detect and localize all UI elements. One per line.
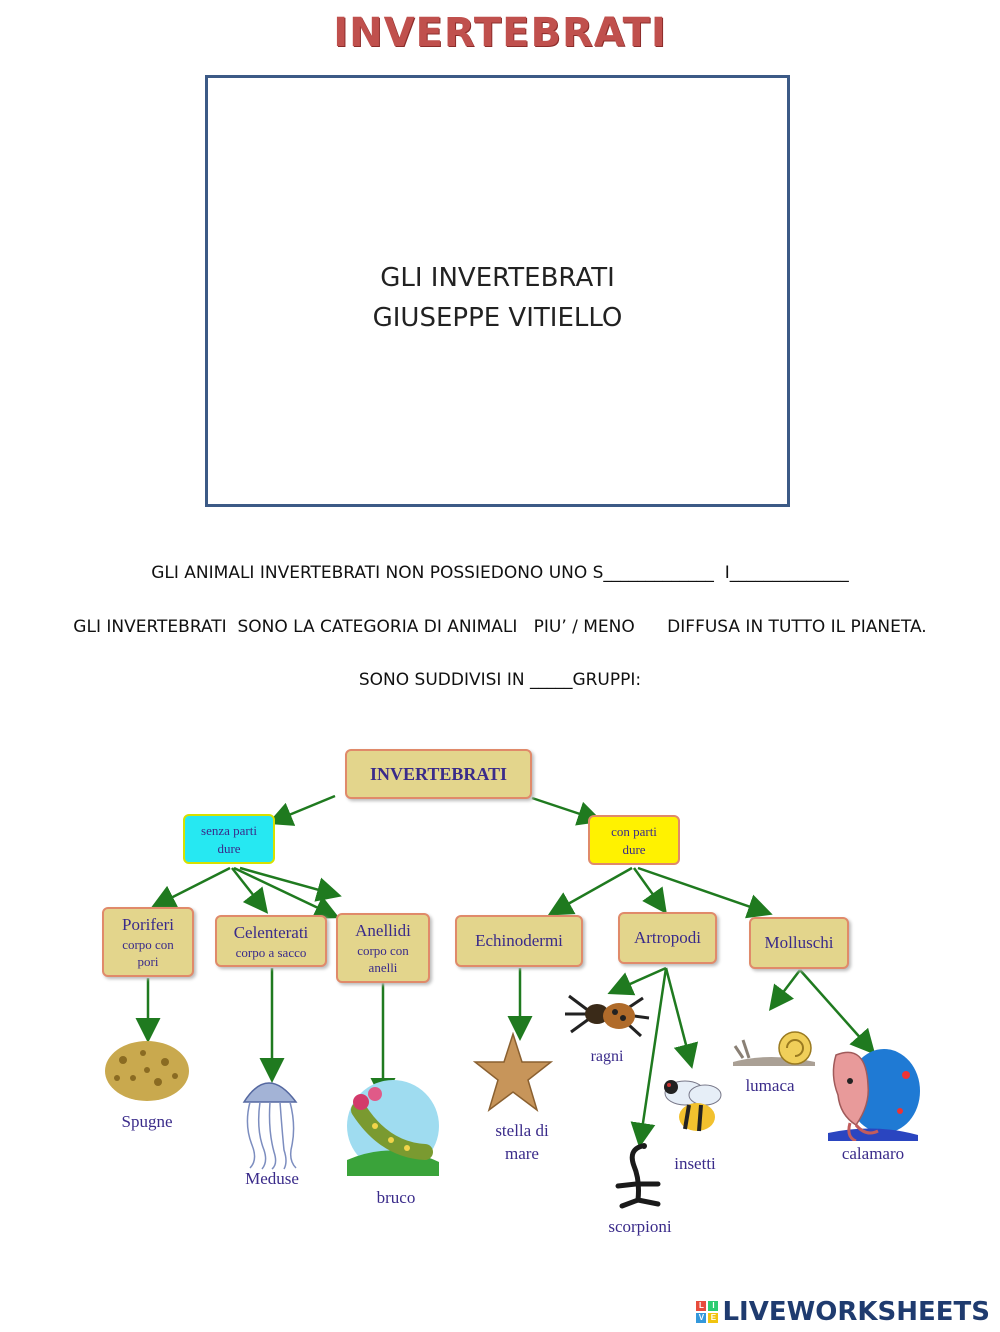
worksheet-title: INVERTEBRATI — [333, 10, 667, 56]
poriferi-sub1: corpo con — [122, 937, 174, 952]
anellidi-sub1: corpo con — [357, 943, 409, 958]
question-1: GLI ANIMALI INVERTEBRATI NON POSSIEDONO UNO S_____________ I______________ — [151, 563, 849, 583]
cover-author: GIUSEPPE VITIELLO — [372, 303, 623, 333]
label-spugne: Spugne — [121, 1112, 173, 1131]
label-ragni: ragni — [590, 1048, 624, 1065]
map-node-celenterati — [215, 915, 327, 967]
map-node-hard-body — [588, 815, 680, 865]
poriferi-sub2: pori — [137, 954, 159, 969]
map-node-soft-body — [183, 814, 275, 864]
spider-image — [563, 988, 651, 1040]
label-stella-line1: stella di — [495, 1121, 549, 1140]
bee-image — [655, 1073, 731, 1149]
question-3: SONO SUDDIVISI IN _____GRUPPI: — [358, 670, 642, 690]
logo-block-l: L — [696, 1301, 706, 1311]
logo-block-e: E — [708, 1313, 718, 1323]
label-stella-di-mare — [480, 1119, 564, 1165]
hard-body-line2: dure — [622, 842, 646, 857]
map-node-molluschi: Molluschi — [749, 917, 849, 969]
soft-body-line1: senza parti — [201, 823, 257, 838]
map-root-invertebrati: INVERTEBRATI — [345, 749, 532, 799]
label-stella-line2: mare — [505, 1144, 539, 1163]
celenterati-name: Celenterati — [233, 923, 309, 942]
concept-map-arrows — [0, 740, 1000, 1300]
map-node-artropodi: Artropodi — [618, 912, 717, 964]
hard-body-line1: con parti — [611, 824, 657, 839]
label-bruco: bruco — [376, 1188, 416, 1207]
poriferi-name: Poriferi — [122, 915, 174, 934]
question-2: GLI INVERTEBRATI SONO LA CATEGORIA DI ANIMALI PIU’ / MENO DIFFUSA IN TUTTO IL PIANETA. — [73, 617, 927, 637]
liveworksheets-logo — [696, 1295, 990, 1329]
label-calamaro: calamaro — [841, 1144, 905, 1163]
caterpillar-image — [345, 1080, 440, 1176]
anellidi-name: Anellidi — [355, 921, 411, 940]
label-scorpioni: scorpioni — [608, 1217, 672, 1236]
scorpion-image — [608, 1140, 668, 1210]
cover-box — [205, 75, 790, 507]
jellyfish-image — [238, 1070, 304, 1170]
logo-block-v: V — [696, 1313, 706, 1323]
label-meduse: Meduse — [245, 1169, 299, 1188]
snail-image — [729, 1020, 819, 1068]
logo-text: LIVEWORKSHEETS — [722, 1297, 990, 1327]
celenterati-sub1: corpo a sacco — [235, 945, 307, 960]
cover-title: GLI INVERTEBRATI — [380, 263, 615, 293]
label-lumaca: lumaca — [745, 1076, 795, 1095]
map-node-anellidi — [336, 913, 430, 983]
map-node-poriferi — [102, 907, 194, 977]
logo-blocks — [696, 1301, 718, 1323]
cover-text — [208, 258, 787, 338]
soft-body-line2: dure — [217, 841, 241, 856]
anellidi-sub2: anelli — [368, 960, 398, 975]
squid-image — [826, 1045, 920, 1141]
starfish-image — [473, 1032, 553, 1114]
label-insetti: insetti — [674, 1154, 716, 1173]
map-node-echinodermi: Echinodermi — [455, 915, 583, 967]
sponge-image — [103, 1038, 191, 1104]
logo-block-i: I — [708, 1301, 718, 1311]
